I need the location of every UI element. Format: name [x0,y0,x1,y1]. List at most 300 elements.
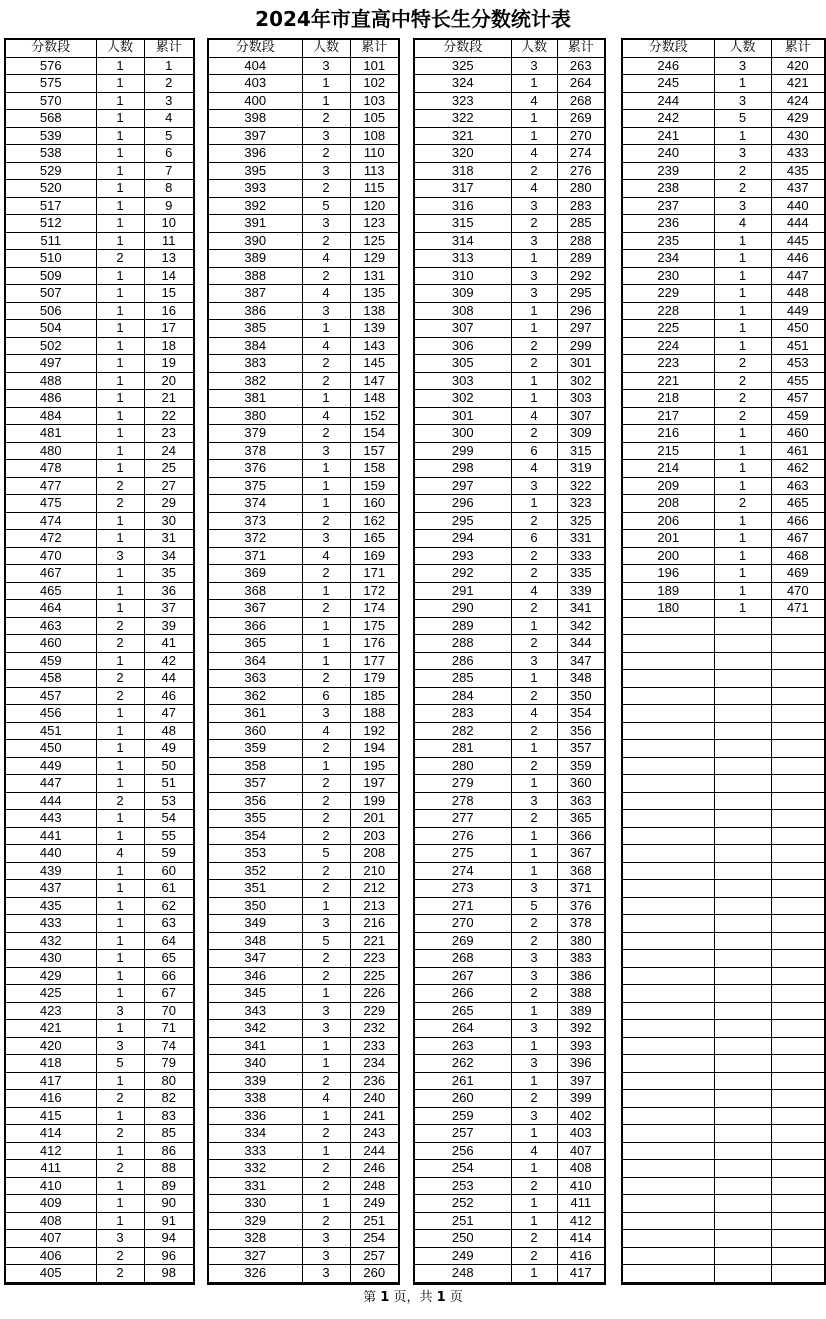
cumulative-cell [771,1160,824,1178]
count-cell: 1 [714,582,771,600]
cumulative-header: 累计 [557,40,604,57]
score-cell: 261 [415,1072,511,1090]
cumulative-cell [771,915,824,933]
cumulative-cell: 285 [557,215,604,233]
cumulative-cell: 414 [557,1230,604,1248]
table-row [6,1212,193,1230]
score-cell: 277 [415,810,511,828]
table-row [415,495,604,513]
count-cell [714,1160,771,1178]
table-row [209,250,398,268]
cumulative-cell [771,1055,824,1073]
table-row [623,547,824,565]
cumulative-cell: 410 [557,1177,604,1195]
score-cell: 244 [623,92,714,110]
table-row [209,302,398,320]
count-cell: 2 [511,425,557,443]
cumulative-cell: 42 [144,652,193,670]
score-cell: 414 [6,1125,96,1143]
table-row [415,985,604,1003]
count-cell: 1 [714,442,771,460]
table-row [209,180,398,198]
cumulative-cell [771,652,824,670]
table-row [209,1195,398,1213]
table-row [415,617,604,635]
score-cell: 329 [209,1212,302,1230]
count-cell: 1 [511,1195,557,1213]
header-row [415,40,604,57]
table-row [209,1160,398,1178]
cumulative-cell: 392 [557,1020,604,1038]
table-row [6,1247,193,1265]
score-cell: 251 [415,1212,511,1230]
score-cell: 288 [415,635,511,653]
score-cell: 447 [6,775,96,793]
score-cell: 391 [209,215,302,233]
table-row [6,180,193,198]
score-cell [623,757,714,775]
cumulative-cell [771,740,824,758]
score-cell: 180 [623,600,714,618]
cumulative-cell [771,827,824,845]
score-cell [623,845,714,863]
score-cell: 266 [415,985,511,1003]
table-row [415,197,604,215]
score-cell: 380 [209,407,302,425]
cumulative-cell: 49 [144,740,193,758]
count-cell: 1 [96,1142,144,1160]
count-cell: 1 [511,127,557,145]
score-cell: 348 [209,932,302,950]
count-cell: 4 [302,250,350,268]
score-cell: 444 [6,792,96,810]
score-cell: 381 [209,390,302,408]
table-row [209,232,398,250]
count-cell: 1 [96,425,144,443]
table-row [415,950,604,968]
table-row [415,1090,604,1108]
count-header: 人数 [511,40,557,57]
score-cell [623,1090,714,1108]
table-row [415,792,604,810]
count-cell: 3 [511,967,557,985]
count-cell: 2 [96,495,144,513]
score-cell: 317 [415,180,511,198]
cumulative-cell: 11 [144,232,193,250]
table-row [209,407,398,425]
table-row [6,1072,193,1090]
table-row [209,1090,398,1108]
cumulative-cell: 335 [557,565,604,583]
table-row [209,425,398,443]
table-row [6,355,193,373]
footer-prefix: 第 [363,1290,377,1305]
score-header: 分数段 [209,40,302,57]
table-row [415,110,604,128]
cumulative-cell: 274 [557,145,604,163]
table-row [6,1177,193,1195]
empty-row [623,985,824,1003]
score-cell [623,740,714,758]
cumulative-cell: 85 [144,1125,193,1143]
score-cell: 229 [623,285,714,303]
score-cell: 332 [209,1160,302,1178]
cumulative-cell: 463 [771,477,824,495]
table-row [209,985,398,1003]
score-cell: 404 [209,57,302,75]
table-body [209,40,398,1282]
count-cell [714,740,771,758]
cumulative-cell: 357 [557,740,604,758]
score-cell: 397 [209,127,302,145]
score-cell: 325 [415,57,511,75]
score-cell: 214 [623,460,714,478]
cumulative-cell: 236 [350,1072,398,1090]
cumulative-cell: 203 [350,827,398,845]
table-row [6,740,193,758]
cumulative-cell: 208 [350,845,398,863]
table-row [6,372,193,390]
cumulative-cell [771,757,824,775]
cumulative-cell: 359 [557,757,604,775]
cumulative-cell: 249 [350,1195,398,1213]
count-cell: 1 [96,512,144,530]
score-cell: 369 [209,565,302,583]
cumulative-cell: 177 [350,652,398,670]
table-row [209,740,398,758]
cumulative-cell: 388 [557,985,604,1003]
table-row [415,775,604,793]
cumulative-cell [771,985,824,1003]
score-cell: 443 [6,810,96,828]
table-row [623,460,824,478]
count-cell: 3 [511,232,557,250]
score-cell: 410 [6,1177,96,1195]
count-cell: 3 [302,1265,350,1283]
cumulative-cell: 131 [350,267,398,285]
count-cell: 1 [714,565,771,583]
score-cell: 474 [6,512,96,530]
cumulative-cell: 103 [350,92,398,110]
score-cell [623,1055,714,1073]
table-row [209,547,398,565]
cumulative-cell: 297 [557,320,604,338]
table-row [415,967,604,985]
count-cell: 1 [96,985,144,1003]
cumulative-cell: 199 [350,792,398,810]
count-cell: 2 [96,617,144,635]
table-row [6,810,193,828]
cumulative-cell: 368 [557,862,604,880]
count-cell: 1 [96,652,144,670]
count-cell: 5 [302,845,350,863]
count-cell: 1 [302,1055,350,1073]
table-row [6,285,193,303]
cumulative-cell: 460 [771,425,824,443]
table-row [6,862,193,880]
cumulative-cell [771,1090,824,1108]
score-cell: 321 [415,127,511,145]
cumulative-cell: 307 [557,407,604,425]
score-cell: 349 [209,915,302,933]
count-cell: 2 [96,1160,144,1178]
count-cell: 1 [714,320,771,338]
count-cell: 1 [714,302,771,320]
table-row [623,355,824,373]
score-cell: 263 [415,1037,511,1055]
table-row [6,687,193,705]
cumulative-cell: 344 [557,635,604,653]
cumulative-cell: 240 [350,1090,398,1108]
cumulative-cell: 350 [557,687,604,705]
count-cell: 1 [511,75,557,93]
score-cell: 480 [6,442,96,460]
cumulative-cell: 296 [557,302,604,320]
header-row [623,40,824,57]
score-cell: 373 [209,512,302,530]
score-cell: 352 [209,862,302,880]
count-cell [714,1230,771,1248]
score-cell [623,810,714,828]
cumulative-cell: 233 [350,1037,398,1055]
count-cell: 1 [302,495,350,513]
score-cell: 280 [415,757,511,775]
count-cell: 1 [96,460,144,478]
count-cell: 2 [511,635,557,653]
score-cell: 512 [6,215,96,233]
count-cell: 1 [714,600,771,618]
cumulative-cell: 47 [144,705,193,723]
count-cell: 1 [714,232,771,250]
cumulative-cell: 188 [350,705,398,723]
score-cell: 298 [415,460,511,478]
cumulative-cell: 63 [144,915,193,933]
count-header: 人数 [302,40,350,57]
count-cell: 5 [714,110,771,128]
cumulative-cell: 447 [771,267,824,285]
table-row [623,127,824,145]
score-cell: 470 [6,547,96,565]
table-row [415,740,604,758]
count-cell: 1 [302,582,350,600]
table-row [6,110,193,128]
table-row [6,827,193,845]
count-cell: 1 [96,57,144,75]
empty-row [623,722,824,740]
count-cell: 1 [511,670,557,688]
score-cell [623,985,714,1003]
count-cell [714,1002,771,1020]
score-cell: 268 [415,950,511,968]
cumulative-cell [771,1265,824,1283]
table-row [6,512,193,530]
table-row [209,495,398,513]
score-cell: 364 [209,652,302,670]
count-cell: 1 [302,477,350,495]
cumulative-cell: 459 [771,407,824,425]
score-cell: 293 [415,547,511,565]
count-cell [714,1090,771,1108]
cumulative-cell: 18 [144,337,193,355]
score-cell: 398 [209,110,302,128]
empty-row [623,1090,824,1108]
table-row [6,547,193,565]
table-row [415,1002,604,1020]
cumulative-cell: 420 [771,57,824,75]
score-cell: 385 [209,320,302,338]
cumulative-cell: 295 [557,285,604,303]
count-cell: 1 [96,285,144,303]
cumulative-cell: 429 [771,110,824,128]
score-cell: 423 [6,1002,96,1020]
score-cell: 395 [209,162,302,180]
count-cell: 1 [714,75,771,93]
count-cell: 2 [302,145,350,163]
count-cell: 2 [511,1177,557,1195]
score-cell: 238 [623,180,714,198]
empty-row [623,792,824,810]
cumulative-cell: 451 [771,337,824,355]
table-row [6,495,193,513]
footer-suffix: 页 [449,1290,463,1305]
count-cell [714,617,771,635]
count-cell: 1 [96,355,144,373]
table-row [415,600,604,618]
header-row [209,40,398,57]
count-cell: 4 [302,407,350,425]
score-cell: 481 [6,425,96,443]
table-row [415,547,604,565]
count-cell: 2 [302,232,350,250]
count-cell: 1 [96,1072,144,1090]
cumulative-cell: 14 [144,267,193,285]
cumulative-cell: 37 [144,600,193,618]
count-cell: 2 [511,547,557,565]
count-cell: 2 [302,565,350,583]
table-row [623,425,824,443]
count-cell: 1 [96,827,144,845]
cumulative-header: 累计 [350,40,398,57]
score-cell: 456 [6,705,96,723]
count-cell: 2 [96,1125,144,1143]
table-row [6,582,193,600]
score-cell: 236 [623,215,714,233]
score-cell [623,1125,714,1143]
score-cell: 342 [209,1020,302,1038]
score-cell: 303 [415,372,511,390]
cumulative-cell: 135 [350,285,398,303]
cumulative-cell: 16 [144,302,193,320]
score-cell: 327 [209,1247,302,1265]
count-cell: 1 [302,460,350,478]
count-cell: 2 [302,740,350,758]
count-cell: 2 [714,162,771,180]
count-cell: 1 [302,390,350,408]
table-row [623,477,824,495]
score-cell: 215 [623,442,714,460]
table-row [415,705,604,723]
table-row [6,145,193,163]
table-row [209,897,398,915]
cumulative-cell: 457 [771,390,824,408]
empty-row [623,635,824,653]
cumulative-cell: 339 [557,582,604,600]
cumulative-cell: 94 [144,1230,193,1248]
cumulative-cell: 407 [557,1142,604,1160]
count-cell: 1 [302,617,350,635]
cumulative-cell: 226 [350,985,398,1003]
score-cell: 302 [415,390,511,408]
score-cell: 421 [6,1020,96,1038]
score-cell: 250 [415,1230,511,1248]
cumulative-cell: 13 [144,250,193,268]
count-cell: 3 [511,792,557,810]
score-cell: 267 [415,967,511,985]
count-cell: 3 [302,57,350,75]
score-cell: 189 [623,582,714,600]
table-row [415,722,604,740]
score-cell: 320 [415,145,511,163]
score-cell [623,617,714,635]
empty-row [623,915,824,933]
score-cell: 285 [415,670,511,688]
score-cell: 350 [209,897,302,915]
score-cell: 472 [6,530,96,548]
table-row [209,337,398,355]
cumulative-cell [771,617,824,635]
cumulative-cell: 194 [350,740,398,758]
cumulative-cell: 46 [144,687,193,705]
count-cell: 1 [511,617,557,635]
count-cell: 1 [96,145,144,163]
table-row [415,215,604,233]
table-row [6,232,193,250]
count-cell: 2 [302,1212,350,1230]
count-cell: 3 [302,915,350,933]
count-cell: 6 [511,442,557,460]
table-row [415,530,604,548]
score-cell: 360 [209,722,302,740]
cumulative-cell: 123 [350,215,398,233]
count-cell: 4 [511,460,557,478]
table-row [415,1212,604,1230]
score-cell: 209 [623,477,714,495]
count-cell: 1 [96,967,144,985]
cumulative-cell: 299 [557,337,604,355]
cumulative-cell: 21 [144,390,193,408]
score-cell: 386 [209,302,302,320]
score-cell: 291 [415,582,511,600]
score-cell [623,1177,714,1195]
count-cell: 1 [714,267,771,285]
cumulative-cell: 169 [350,547,398,565]
table-row [623,302,824,320]
score-cell: 478 [6,460,96,478]
empty-row [623,1125,824,1143]
score-cell: 509 [6,267,96,285]
count-cell [714,827,771,845]
cumulative-cell: 48 [144,722,193,740]
count-cell: 2 [714,355,771,373]
cumulative-cell: 19 [144,355,193,373]
cumulative-cell: 465 [771,495,824,513]
count-cell [714,985,771,1003]
cumulative-cell: 143 [350,337,398,355]
table-row [209,845,398,863]
table-row [415,232,604,250]
count-cell: 3 [511,197,557,215]
table-row [623,57,824,75]
